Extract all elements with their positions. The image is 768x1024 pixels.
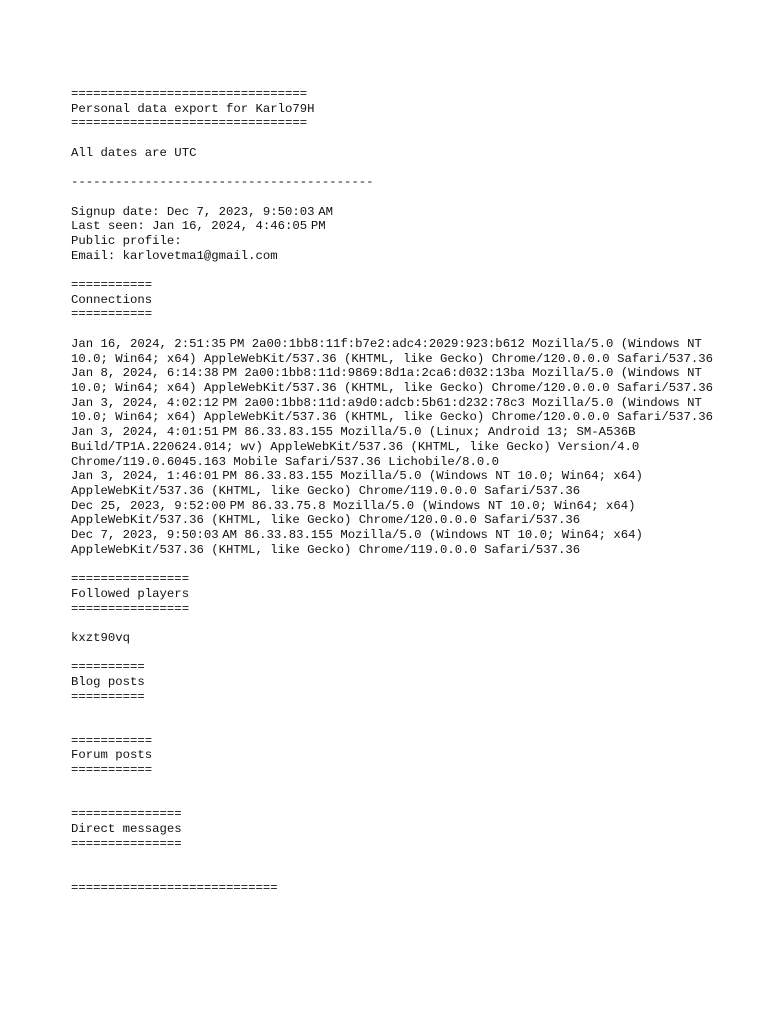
- spacer: [71, 866, 731, 881]
- spacer: [71, 263, 731, 278]
- spacer: [71, 616, 731, 631]
- connection-entry: Jan 8, 2024, 6:14:38 PM 2a00:1bb8:11d:9869:8d1a:2ca6:d032:13ba Mozilla/5.0 (Windows NT 10.0; Win64; x64) AppleWebKit/537.36 (KHTML, like Gecko) Chrome/120.0.0.0 Safari/537.36: [71, 366, 714, 395]
- page-title: Personal data export for Karlo79H: [71, 101, 315, 116]
- spacer: [71, 793, 731, 808]
- spacer: [71, 719, 731, 734]
- connection-entry: Dec 7, 2023, 9:50:03 AM 86.33.83.155 Mozilla/5.0 (Windows NT 10.0; Win64; x64) AppleWebKit/537.36 (KHTML, like Gecko) Chrome/119.0.0.0 Safari/537.36: [71, 528, 651, 557]
- connection-entry: Jan 16, 2024, 2:51:35 PM 2a00:1bb8:11f:b7e2:adc4:2029:923:b612 Mozilla/5.0 (Windows NT 10.0; Win64; x64) AppleWebKit/537.36 (KHTML, like Gecko) Chrome/120.0.0.0 Safari/537.36: [71, 336, 714, 366]
- spacer: [71, 190, 731, 205]
- header-rule-top: ================================: [71, 87, 308, 101]
- followed-rule-bottom: ================: [71, 601, 190, 616]
- messages-heading: Direct messages: [71, 821, 182, 836]
- blog-rule-top: ==========: [71, 660, 145, 675]
- connection-entry: Jan 3, 2024, 4:02:12 PM 2a00:1bb8:11d:a9d0:adcb:5b61:d232:78c3 Mozilla/5.0 (Windows NT 10.0; Win64; x64) AppleWebKit/537.36 (KHTML, like Gecko) Chrome/120.0.0.0 Safari/537.36: [71, 395, 714, 425]
- spacer: [71, 161, 731, 176]
- followed-player: kxzt90vq: [71, 630, 131, 645]
- forum-heading: Forum posts: [71, 748, 153, 763]
- followed-heading: Followed players: [71, 586, 190, 601]
- spacer: [71, 704, 731, 719]
- connection-entry: Dec 25, 2023, 9:52:00 PM 86.33.75.8 Mozilla/5.0 (Windows NT 10.0; Win64; x64) AppleWebKit/537.36 (KHTML, like Gecko) Chrome/120.0.0.0 Safari/537.36: [71, 498, 643, 528]
- connection-entry: Jan 3, 2024, 1:46:01 PM 86.33.83.155 Mozilla/5.0 (Windows NT 10.0; Win64; x64) AppleWebKit/537.36 (KHTML, like Gecko) Chrome/119.0.0.0 Safari/537.36: [71, 469, 651, 498]
- spacer: [71, 646, 731, 661]
- connections-rule-bottom: ===========: [71, 307, 153, 322]
- connections-list: [71, 337, 731, 558]
- export-document: [71, 87, 731, 895]
- blog-heading: Blog posts: [71, 675, 145, 689]
- last-seen: Last seen: Jan 16, 2024, 4:46:05 PM: [71, 219, 326, 234]
- blog-rule-bottom: ==========: [71, 689, 145, 704]
- email: Email: karlovetma1@gmail.com: [71, 248, 278, 263]
- spacer: [71, 131, 731, 146]
- connections-heading: Connections: [71, 292, 153, 307]
- timezone-note: All dates are UTC: [71, 145, 197, 160]
- next-section-rule: ============================: [71, 880, 278, 895]
- section-separator: -----------------------------------------: [71, 175, 374, 190]
- spacer: [71, 557, 731, 572]
- signup-date: Signup date: Dec 7, 2023, 9:50:03 AM: [71, 204, 333, 219]
- spacer: [71, 778, 731, 793]
- connection-entry: Jan 3, 2024, 4:01:51 PM 86.33.83.155 Mozilla/5.0 (Linux; Android 13; SM-A536B Build/TP1A.220624.014; wv) AppleWebKit/537.36 (KHTML, like Gecko) Version/4.0 Chrome/119.0.6045.163 Mobile Safari/537.36 Lichobile/8.0.0: [71, 425, 647, 469]
- spacer: [71, 322, 731, 337]
- connections-rule-top: ===========: [71, 278, 153, 293]
- forum-rule-top: ===========: [71, 733, 153, 748]
- followed-rule-top: ================: [71, 572, 190, 587]
- spacer: [71, 851, 731, 866]
- messages-rule-top: ===============: [71, 807, 182, 822]
- messages-rule-bottom: ===============: [71, 836, 182, 851]
- public-profile: Public profile:: [71, 233, 182, 248]
- header-rule-bottom: ================================: [71, 116, 308, 131]
- forum-rule-bottom: ===========: [71, 763, 153, 778]
